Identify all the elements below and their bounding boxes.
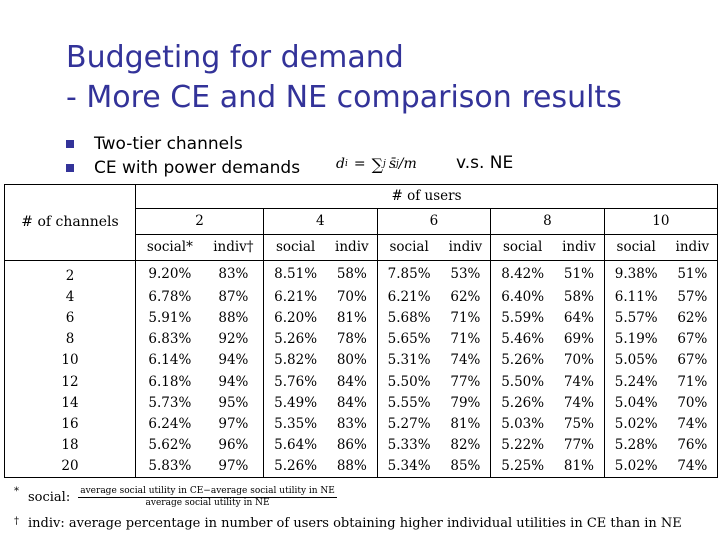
table-cell: 5.26% [264, 329, 328, 350]
table-cell: 77% [563, 437, 594, 454]
table-cell: 57% [677, 288, 708, 305]
channels-cell: 4 [5, 286, 136, 307]
table-cell: 95% [218, 394, 249, 411]
bullet-item [66, 156, 300, 180]
table-cell: 5.26% [491, 392, 555, 413]
table-cell: 6.24% [148, 415, 192, 432]
bullet-text: Two-tier channels [94, 134, 243, 154]
metric-header: social [491, 234, 555, 260]
table-cell: 87% [218, 288, 249, 305]
table-cell: 5.26% [264, 456, 328, 477]
formula-lhs-sub: i [344, 159, 348, 169]
table-cell: 6.14% [148, 352, 192, 369]
table-cell: 97% [218, 458, 249, 475]
table-cell: 8.42% [491, 260, 555, 286]
table-cell: 5.59% [491, 307, 555, 328]
channels-cell: 6 [5, 307, 136, 328]
table-cell: 5.62% [148, 437, 192, 454]
table-row [5, 371, 717, 392]
title-line-2: - More CE and NE comparison results [66, 80, 622, 115]
users-header: # of users [136, 185, 718, 208]
table-cell: 81% [336, 310, 367, 326]
table-cell: 58% [563, 288, 594, 305]
table-cell: 84% [336, 394, 367, 411]
table-cell: 84% [336, 373, 367, 390]
title-line-1: Budgeting for demand [66, 40, 404, 75]
table-cell: 5.91% [148, 310, 192, 326]
table-cell: 71% [677, 373, 708, 390]
table-cell: 74% [677, 458, 708, 475]
table-cell: 5.65% [377, 329, 441, 350]
formula-div: /m [398, 156, 417, 172]
table-cell: 88% [218, 310, 249, 326]
table-cell: 81% [450, 415, 481, 432]
channels-cell: 16 [5, 413, 136, 434]
table-cell: 64% [563, 310, 594, 326]
table-cell: 5.22% [491, 435, 555, 456]
table-cell: 5.50% [491, 371, 555, 392]
comparison-table [4, 184, 718, 478]
table-cell: 5.73% [148, 394, 192, 411]
table-cell: 74% [563, 373, 594, 390]
footnote-mark: * [14, 486, 19, 497]
table-cell: 5.64% [264, 435, 328, 456]
header-row-users [5, 185, 717, 208]
table-row [5, 329, 717, 350]
table-cell: 6.11% [604, 286, 668, 307]
table-row [5, 286, 717, 307]
table-cell: 86% [336, 437, 367, 454]
table-cell: 5.27% [377, 413, 441, 434]
table-cell: 5.82% [264, 350, 328, 371]
fraction-denominator: average social utility in NE [145, 498, 270, 508]
table-row [5, 456, 717, 477]
formula-sum: ∑ [371, 154, 384, 174]
bullet-list [66, 132, 300, 180]
table-cell: 51% [677, 265, 708, 282]
fraction-numerator: average social utility in CE−average social utility in NE [80, 486, 335, 496]
table-row [5, 413, 717, 434]
table-cell: 97% [218, 415, 249, 432]
table-cell: 69% [563, 331, 594, 348]
table-cell: 76% [677, 437, 708, 454]
formula-equals: = [353, 156, 366, 172]
table-cell: 7.85% [377, 260, 441, 286]
table-cell: 62% [450, 288, 481, 305]
table-cell: 9.20% [148, 265, 192, 282]
footnote-label: social: [28, 490, 71, 505]
metric-header: indiv [327, 234, 377, 260]
table-cell: 5.83% [148, 458, 192, 475]
user-count-header: 2 [136, 208, 264, 234]
table-cell: 6.21% [264, 286, 328, 307]
formula-sum-sub: j [383, 159, 386, 169]
table-cell: 6.21% [377, 286, 441, 307]
table-cell: 5.34% [377, 456, 441, 477]
table-cell: 74% [563, 394, 594, 411]
table-row [5, 307, 717, 328]
table-cell: 83% [218, 265, 249, 282]
metric-header: indiv [554, 234, 604, 260]
table-cell: 5.68% [377, 307, 441, 328]
channels-cell: 14 [5, 392, 136, 413]
table-cell: 5.35% [264, 413, 328, 434]
table-cell: 96% [218, 437, 249, 454]
table-cell: 6.18% [148, 373, 192, 390]
table-cell: 6.20% [264, 307, 328, 328]
bullet-text: CE with power demands [94, 158, 301, 178]
formula-s: s̄ [388, 156, 396, 172]
table-cell: 6.83% [148, 331, 192, 348]
channels-cell: 10 [5, 350, 136, 371]
table-cell: 94% [218, 352, 249, 369]
table-cell: 71% [450, 310, 481, 326]
formula-s-sub: j [396, 159, 399, 169]
table-row [5, 392, 717, 413]
table-cell: 5.02% [604, 413, 668, 434]
table-cell: 9.38% [604, 260, 668, 286]
channels-cell: 12 [5, 371, 136, 392]
channels-cell: 18 [5, 435, 136, 456]
table-cell: 82% [450, 437, 481, 454]
table-cell: 5.25% [491, 456, 555, 477]
table-cell: 74% [450, 352, 481, 369]
user-count-header: 8 [491, 208, 605, 234]
metric-header: social [377, 234, 441, 260]
table-cell: 5.49% [264, 392, 328, 413]
user-count-header: 6 [377, 208, 491, 234]
table-cell: 67% [677, 352, 708, 369]
channels-cell: 8 [5, 329, 136, 350]
table-body [5, 260, 717, 477]
table-cell: 81% [563, 458, 594, 475]
table-cell: 6.40% [491, 286, 555, 307]
table-cell: 5.05% [604, 350, 668, 371]
user-count-header: 4 [264, 208, 378, 234]
square-bullet-icon [66, 140, 74, 148]
table-cell: 92% [218, 331, 249, 348]
channels-cell: 2 [5, 260, 136, 286]
table-cell: 67% [677, 331, 708, 348]
table-cell: 75% [563, 415, 594, 432]
table-cell: 70% [677, 394, 708, 411]
table-cell: 70% [563, 352, 594, 369]
results-table [5, 185, 717, 477]
table-cell: 79% [450, 394, 481, 411]
metric-header: indiv [441, 234, 491, 260]
table-cell: 5.55% [377, 392, 441, 413]
table-cell: 5.57% [604, 307, 668, 328]
metric-header: social [604, 234, 668, 260]
square-bullet-icon [66, 164, 74, 172]
channels-cell: 20 [5, 456, 136, 477]
social-fraction [78, 486, 337, 509]
user-count-header: 10 [604, 208, 717, 234]
table-cell: 5.46% [491, 329, 555, 350]
table-cell: 5.19% [604, 329, 668, 350]
table-cell: 62% [677, 310, 708, 326]
table-cell: 53% [450, 265, 481, 282]
table-cell: 5.03% [491, 413, 555, 434]
table-cell: 85% [450, 458, 481, 475]
table-row [5, 435, 717, 456]
table-cell: 5.31% [377, 350, 441, 371]
table-cell: 5.33% [377, 435, 441, 456]
table-cell: 5.28% [604, 435, 668, 456]
table-cell: 6.78% [148, 288, 192, 305]
table-cell: 88% [336, 458, 367, 475]
table-row [5, 260, 717, 286]
metric-header: indiv† [204, 234, 264, 260]
formula-lhs: d [336, 156, 345, 172]
metric-header: social [264, 234, 328, 260]
table-cell: 78% [336, 331, 367, 348]
footnote-mark: † [14, 516, 19, 527]
demand-formula [336, 150, 417, 178]
table-cell: 70% [336, 288, 367, 305]
table-cell: 5.26% [491, 350, 555, 371]
vs-ne-text: v.s. NE [456, 153, 514, 173]
table-cell: 71% [450, 331, 481, 348]
table-cell: 5.24% [604, 371, 668, 392]
table-cell: 8.51% [264, 260, 328, 286]
table-cell: 74% [677, 415, 708, 432]
footnote-text: indiv: average percentage in number of users obtaining higher individual utilities in CE than in NE [28, 516, 682, 531]
footnote-social [14, 486, 337, 509]
slide-title [66, 38, 622, 118]
table-cell: 94% [218, 373, 249, 390]
table-cell: 5.04% [604, 392, 668, 413]
table-cell: 5.50% [377, 371, 441, 392]
table-cell: 5.02% [604, 456, 668, 477]
table-cell: 5.76% [264, 371, 328, 392]
metric-header: social* [136, 234, 204, 260]
table-cell: 83% [336, 415, 367, 432]
table-cell: 77% [450, 373, 481, 390]
channels-header: # of channels [5, 185, 136, 260]
table-cell: 80% [336, 352, 367, 369]
bullet-item [66, 132, 300, 156]
table-cell: 51% [563, 265, 594, 282]
footnote-indiv [14, 516, 682, 531]
table-cell: 58% [336, 265, 367, 282]
metric-header: indiv [668, 234, 717, 260]
table-row [5, 350, 717, 371]
